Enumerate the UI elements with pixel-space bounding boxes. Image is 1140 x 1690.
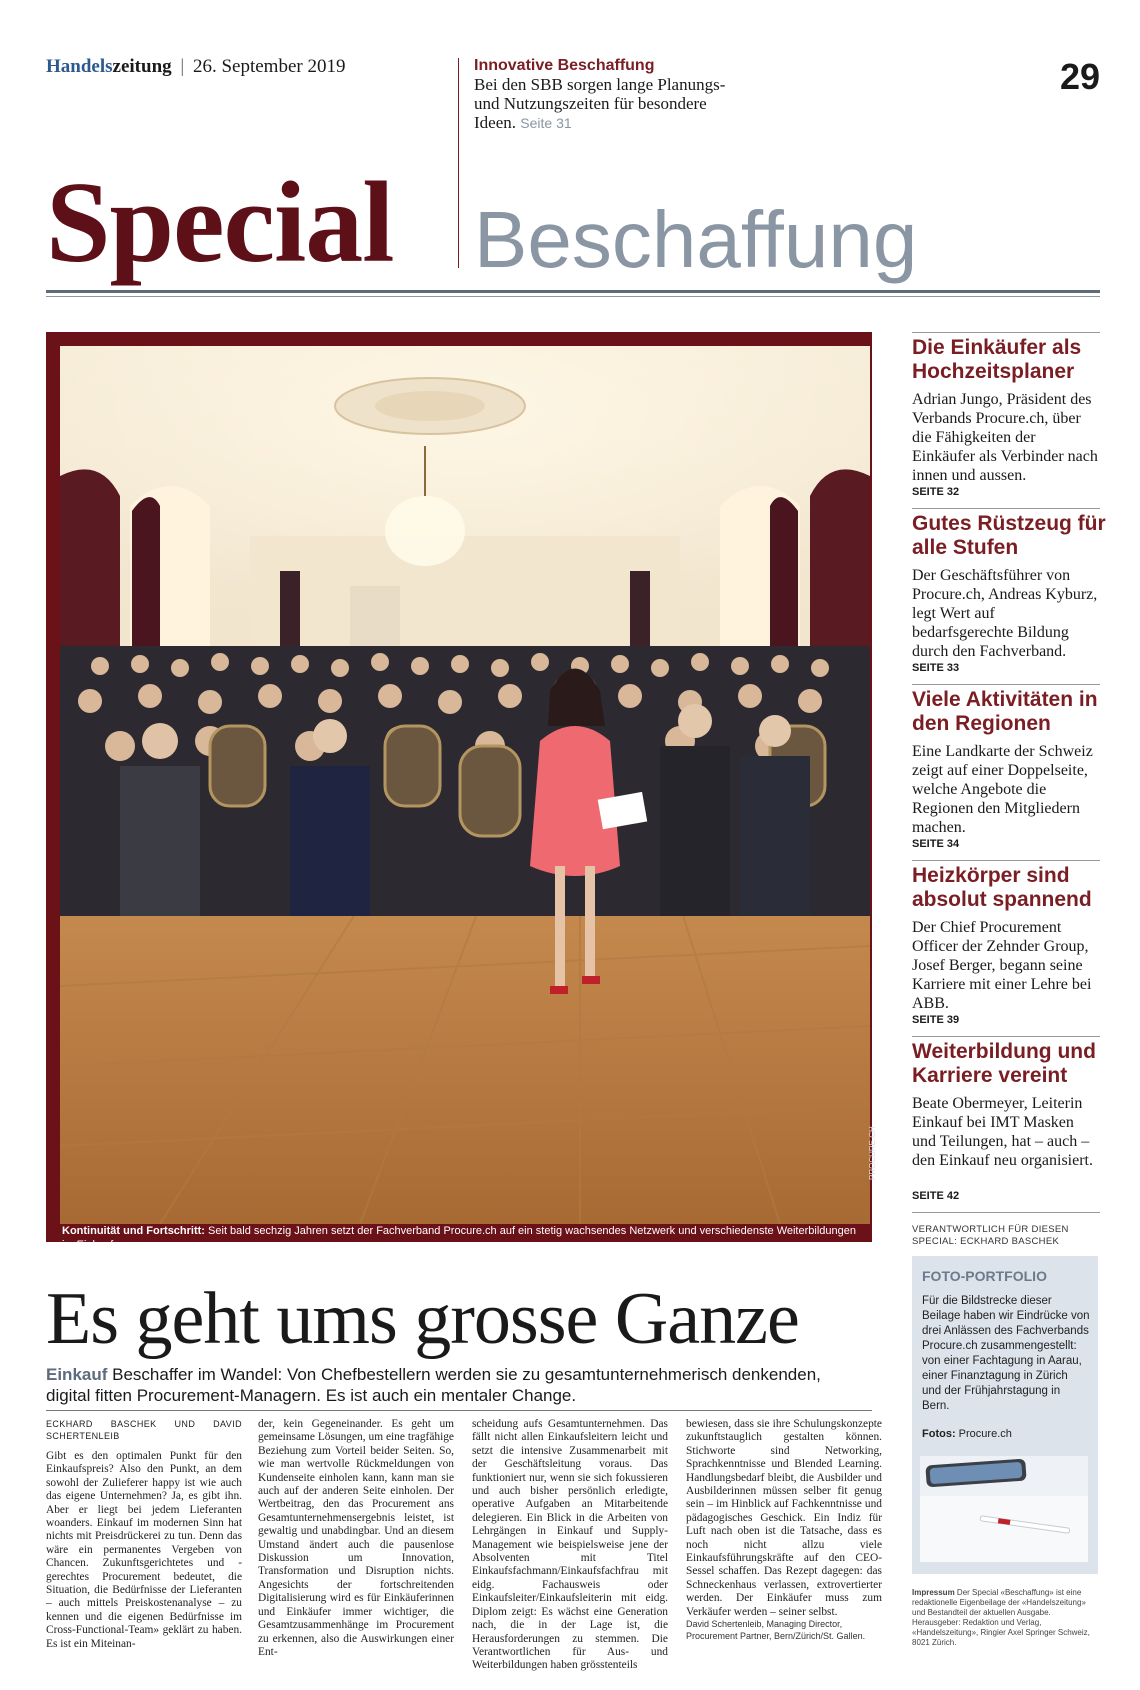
sidebar-rule <box>912 1212 1100 1213</box>
top-teaser-kicker: Innovative Beschaffung <box>474 57 655 74</box>
special-title: Special <box>46 159 394 287</box>
article-authors: ECKHARD BASCHEK UND DAVID SCHERTENLEIB <box>46 1419 242 1441</box>
sidebar-item-headline[interactable]: Heizkörper sind absolut spannend <box>912 864 1092 911</box>
sidebar-rule <box>912 508 1100 509</box>
top-teaser-page-ref: Seite 31 <box>520 115 572 131</box>
phone-and-pen-illustration <box>920 1456 1088 1562</box>
foto-portfolio-credit <box>922 1428 1012 1440</box>
sidebar-item-text: Eine Landkarte der Schweiz zeigt auf einer Doppelseite, welche Angebote die Regionen den Mitgliedern machen. <box>912 743 1093 836</box>
sidebar-rule <box>912 860 1100 861</box>
foto-portfolio-title: FOTO-PORTFOLIO <box>922 1268 1047 1284</box>
lead-keyword: Einkauf <box>46 1365 108 1384</box>
sidebar-item-headline[interactable]: Gutes Rüstzeug für alle Stufen <box>912 512 1106 559</box>
caption-lead: Kontinuität und Fortschritt: <box>62 1225 205 1237</box>
column-text: bewiesen, dass sie ihre Schulungskonzepte zukunftstauglich gestalten können. Stichworte sind Networking, Sprachkenntnisse und Blended Learning. Handlungsbedarf bleibt, die Ausbilder und Ausbilderinnen müssen selber fit genug sein – im Hinblick auf Fachkenntnisse und pädagogisches Geschick. Ein Indiz für Luft nach oben ist die Tatsache, dass es noch nicht allzu viele Einkaufsführungskräfte auf den CEO-Sessel schaffen. Das Rezept dagegen: das Schneckenhaus verlassen, extrovertierter werden. Der Einkäufer muss zum Verkäufer werden – seiner selbst. <box>686 1418 882 1618</box>
sidebar-item-text: Der Chief Procurement Officer der Zehnder Group, Josef Berger, begann seine Karriere mit einer Lehre bei ABB. <box>912 919 1092 1012</box>
section-title: Beschaffung <box>474 195 918 284</box>
foto-portfolio-text: Für die Bildstrecke dieser Beilage haben wir Eindrücke von drei Anlässen des Fachverbands Procure.ch zusammengestellt: von einer Fachtagung in Aarau, einer Finanztagung in Zürich und der Frühjahrstagung in Bern. <box>922 1295 1090 1412</box>
sidebar-item-page[interactable]: SEITE 42 <box>912 1190 960 1202</box>
sidebar-item-page[interactable]: SEITE 33 <box>912 662 960 674</box>
sidebar-item-headline[interactable]: Weiterbildung und Karriere vereint <box>912 1040 1096 1087</box>
conference-hall-illustration <box>60 346 870 1224</box>
lead-rule <box>46 1410 872 1411</box>
masthead <box>46 56 345 78</box>
article-lead <box>46 1364 836 1406</box>
foto-portfolio-image <box>920 1456 1088 1562</box>
column-text: der, kein Gegeneinander. Es geht um gemeinsame Lösungen, um eine tragfähige Beziehung zum Vorteil beider Seiten. So, wie man wertvolle Rückmeldungen von Kundenseite einholen kann, kann man sie auch auf der anderen Seite einholen. Der Wertbeitrag, den das Procurement ans Gesamtunternehmensergebnis leistet, ist gewaltig und unabdingbar. Und an diesem Umstand ändert auch die pausenlose Diskussion um Innovation, Transformation und Disruption nichts. Angesichts der fortschreitenden Digitalisierung wird es für Einkäuferinnen und Einkäufer immer wichtiger, die Gesamtzusammenhänge im Procurement zu erkennen, also die Auswirkungen einer Ent- <box>258 1418 454 1658</box>
sidebar-item-text: Beate Obermeyer, Leiterin Einkauf bei IMT Masken und Teilungen, hat – auch – den Einkauf neu organisiert. <box>912 1095 1093 1169</box>
masthead-separator: | <box>180 56 185 77</box>
sidebar-item-page[interactable]: SEITE 32 <box>912 486 960 498</box>
foto-credit-value: Procure.ch <box>958 1428 1012 1440</box>
article-column-3 <box>472 1418 668 1673</box>
article-headline: Es geht ums grosse Ganze <box>46 1278 799 1360</box>
top-teaser-text: Bei den SBB sorgen lange Planungs- und Nutzungszeiten für besondere Ideen. <box>474 75 726 132</box>
impressum-text: Der Special «Beschaffung» ist eine redaktionelle Eigenbeilage der «Handelszeitung» und Bestandteil der aktuellen Ausgabe. Herausgeber: Redaktion und Verlag, «Handelszeitung», Ringier Axel Springer Schweiz, 8021 Zürich. <box>912 1588 1090 1647</box>
header-divider <box>458 58 459 268</box>
sidebar-item-text: Der Geschäftsführer von Procure.ch, Andreas Kyburz, legt Wert auf bedarfsgerechte Bildung durch den Fachverband. <box>912 567 1098 660</box>
brand-name-part1: Handels <box>46 56 113 77</box>
responsible-editor: VERANTWORTLICH FÜR DIESEN SPECIAL: ECKHARD BASCHEK <box>912 1224 1069 1247</box>
sidebar-item-page[interactable]: SEITE 34 <box>912 838 960 850</box>
impressum-label: Impressum <box>912 1588 955 1597</box>
photo-credit: PROCURE.CH <box>868 1126 877 1180</box>
sidebar-rule <box>912 332 1100 333</box>
issue-date: 26. September 2019 <box>192 56 346 77</box>
impressum <box>912 1588 1100 1648</box>
article-column-2 <box>258 1418 454 1659</box>
foto-credit-label: Fotos: <box>922 1428 956 1440</box>
column-text: Gibt es den optimalen Punkt für den Einkaufspreis? Also den Punkt, an dem sowohl der Zulieferer happy ist wie auch das eigene Unternehmen? Ja, es gibt ihn. Aber er liegt bei jedem Lieferanten woanders. Einkauf im modernen Sinn hat nichts mit Preisdrückerei zu tun. Denn das wäre ein permanentes Vergeben von Chancen. Zukunftsgerichtetes und -gerechtes Procurement bedeutet, die Situation, die Bedürfnisse der Lieferanten – auch mittels Preiskostenanalyse – zu kennen und die eigenen Bedürfnisse im Cross-Functional-Team» geklärt zu haben. Es ist ein Miteinan- <box>46 1450 242 1650</box>
header-rule <box>46 290 1100 293</box>
sidebar-item-headline[interactable]: Viele Aktivitäten in den Regionen <box>912 688 1098 735</box>
photo-caption <box>62 1224 870 1252</box>
sidebar-rule <box>912 684 1100 685</box>
sidebar-rule <box>912 1036 1100 1037</box>
caption-text: Seit bald sechzig Jahren setzt der Fachverband Procure.ch auf ein stetig wachsendes Netzwerk und verschiedenste Weiterbildungen im Einkauf. <box>62 1225 856 1251</box>
article-signature: David Schertenleib, Managing Director, Procurement Partner, Bern/Zürich/St. Gallen. <box>686 1619 866 1641</box>
sidebar-item-text: Adrian Jungo, Präsident des Verbands Procure.ch, über die Fähigkeiten der Einkäufer als Verbinder nach innen und aussen. <box>912 391 1098 484</box>
brand-name-part2: zeitung <box>112 56 172 77</box>
column-text: scheidung aufs Gesamtunternehmen. Das fällt nicht allen Einkaufsleitern leicht und setzt die intensive Zusammenarbeit mit der Geschäftsleitung voraus. Das funktioniert nur, wenn sie sich fokussieren und auch bisher persönlich erledigte, operative Aufgaben an Mitarbeitende delegieren. Ein Blick in die Arbeiten von Lehrgängen in Einkauf und Supply-Management wie beispielsweise jene der Absolventen mit Titel Einkaufsfachmann/Einkaufsfachfrau mit eidg. Fachausweis oder Einkaufsleiter/Einkaufsleiterin mit eidg. Diplom zeigt: Es wächst eine Generation nach, die in der Lage ist, die Herausforderungen zu stemmen. Die Verantwortlichen für Aus- und Weiterbildungen haben grösstenteils <box>472 1418 668 1672</box>
top-teaser[interactable] <box>474 56 734 133</box>
conference-photo <box>60 346 870 1224</box>
article-column-4 <box>686 1418 882 1619</box>
sidebar-item-headline[interactable]: Die Einkäufer als Hochzeitsplaner <box>912 336 1082 383</box>
header-rule-thin <box>46 296 1100 297</box>
lead-text: Beschaffer im Wandel: Von Chefbestellern werden sie zu gesamtunternehmerisch denkenden, digital fitten Procurement-Managern. Es ist auch ein mentaler Change. <box>46 1365 821 1405</box>
article-column-1 <box>46 1418 242 1651</box>
page-number: 29 <box>1059 56 1100 97</box>
sidebar-item-page[interactable]: SEITE 39 <box>912 1014 960 1026</box>
